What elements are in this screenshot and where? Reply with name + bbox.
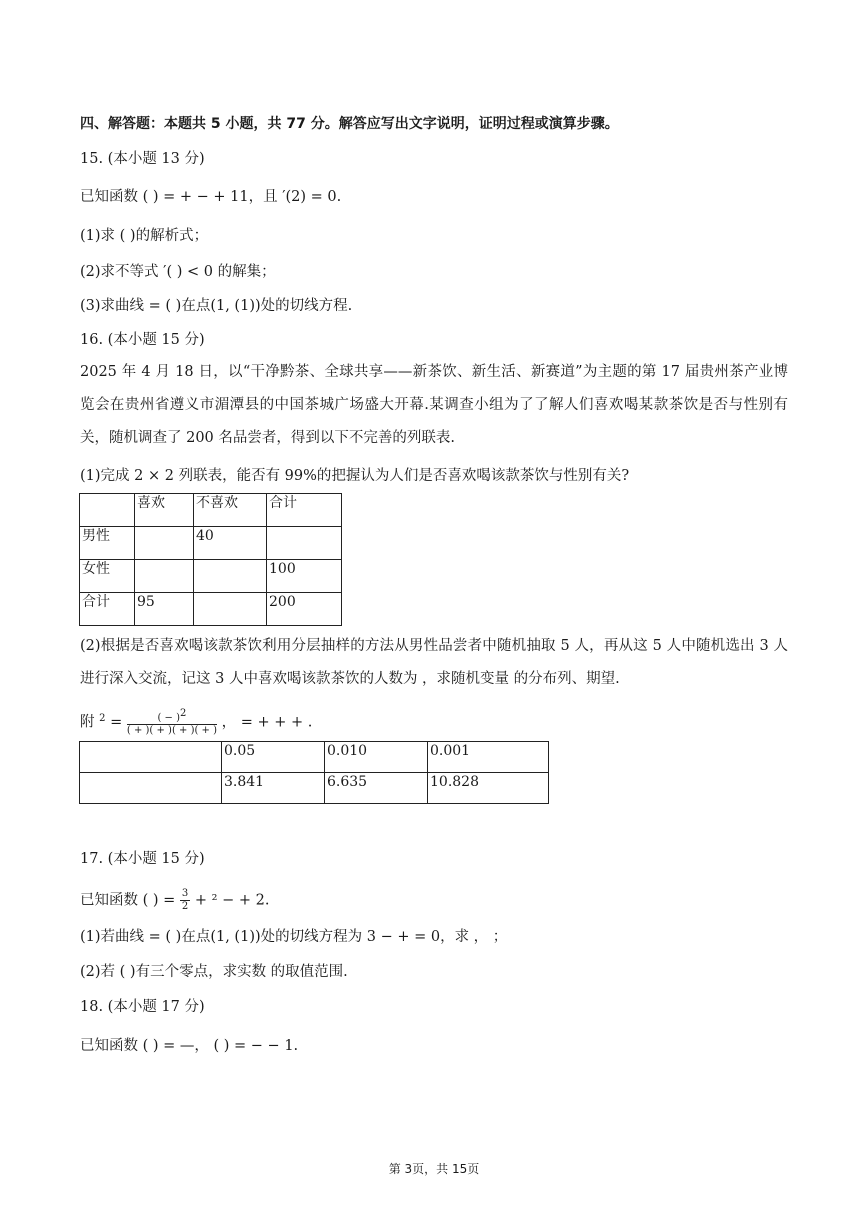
table-cell [194, 560, 267, 593]
question-16-stem: 2025 年 4 月 18 日，以“干净黔茶、全球共享——新茶饮、新生活、新赛道”为主题的第 17 届贵州茶产业博览会在贵州省遵义市湄潭县的中国茶城广场盛大开幕.某调查小组为了了解人们喜欢喝某款茶饮是否与性别有关，随机调查了 200 名品尝者，得到以下不完善的列联表. [80, 364, 788, 446]
stem-part-b: + ² − + 2. [194, 892, 270, 909]
table-cell: 0.010 [325, 742, 428, 773]
table-cell: 100 [267, 560, 342, 593]
question-15-part-2: (2)求不等式 ′( ) < 0 的解集； [80, 264, 276, 280]
table-cell: 女性 [80, 560, 135, 593]
question-18-stem: 已知函数 ( ) = —， ( ) = − − 1. [80, 1038, 299, 1054]
table-cell: 合计 [80, 593, 135, 626]
critical-value-table [79, 741, 549, 804]
question-15-header: 15. (本小题 13 分) [80, 151, 205, 167]
table-row [80, 773, 549, 804]
table-cell [80, 494, 135, 527]
table-cell [80, 742, 222, 773]
stem-part-a: 已知函数 ( ) = [80, 892, 176, 909]
section-heading: 四、解答题：本题共 5 小题，共 77 分。解答应写出文字说明，证明过程或演算步骤。 [80, 116, 619, 132]
table-cell: 40 [194, 527, 267, 560]
table-cell [135, 527, 194, 560]
table-cell: 喜欢 [135, 494, 194, 527]
question-16-part-1: (1)完成 2 × 2 列联表，能否有 99%的把握认为人们是否喜欢喝该款茶饮与性别有关? [80, 468, 630, 484]
table-cell: 3.841 [222, 773, 325, 804]
table-row [80, 593, 342, 626]
table-cell: 200 [267, 593, 342, 626]
question-15-part-3: (3)求曲线 = ( )在点(1, (1))处的切线方程. [80, 298, 353, 314]
appendix-formula [80, 708, 312, 737]
table-cell: 男性 [80, 527, 135, 560]
table-row [80, 494, 342, 527]
table-cell: 合计 [267, 494, 342, 527]
appendix-eq: = [110, 714, 123, 731]
question-16-part-2: (2)根据是否喜欢喝该款茶饮利用分层抽样的方法从男性品尝者中随机抽取 5 人，再从这 5 人中随机选出 3 人进行深入交流，记这 3 人中喜欢喝该款茶饮的人数为 ，求随机变量 的分布列、期望. [80, 638, 788, 687]
table-row [80, 742, 549, 773]
table-cell: 0.05 [222, 742, 325, 773]
table-cell [80, 773, 222, 804]
question-18-header: 18. (本小题 17 分) [80, 999, 205, 1015]
fraction-numerator: 3 [181, 888, 189, 899]
appendix-prefix: 附 [80, 714, 95, 731]
question-17-stem [80, 888, 269, 913]
question-15-part-1: (1)求 ( )的解析式； [80, 228, 209, 244]
table-cell: 6.635 [325, 773, 428, 804]
table-row [80, 560, 342, 593]
table-cell: 10.828 [428, 773, 549, 804]
appendix-tail: ， = + + + . [221, 714, 313, 731]
table-cell: 不喜欢 [194, 494, 267, 527]
table-cell [194, 593, 267, 626]
contingency-table [79, 493, 342, 626]
chi-square-fraction [127, 708, 217, 737]
table-cell [267, 527, 342, 560]
table-row [80, 527, 342, 560]
table-cell [135, 560, 194, 593]
question-17-part-2: (2)若 ( )有三个零点，求实数 的取值范围. [80, 964, 348, 980]
table-cell: 95 [135, 593, 194, 626]
question-17-part-1: (1)若曲线 = ( )在点(1, (1))处的切线方程为 3 − + = 0，求 ， ； [80, 929, 508, 945]
fraction-numerator: ( − )2 [127, 708, 217, 725]
appendix-sup: 2 [99, 712, 106, 724]
question-17-header: 17. (本小题 15 分) [80, 851, 205, 867]
table-cell: 0.001 [428, 742, 549, 773]
page-footer: 第 3页，共 15页 [388, 1162, 480, 1176]
three-halves-fraction [180, 888, 190, 913]
question-15-stem: 已知函数 ( ) = + − + 11，且 ′(2) = 0. [80, 189, 342, 205]
question-16-header: 16. (本小题 15 分) [80, 332, 205, 348]
fraction-denominator: ( + )( + )( + )( + ) [126, 725, 218, 737]
fraction-denominator: 2 [181, 901, 189, 912]
